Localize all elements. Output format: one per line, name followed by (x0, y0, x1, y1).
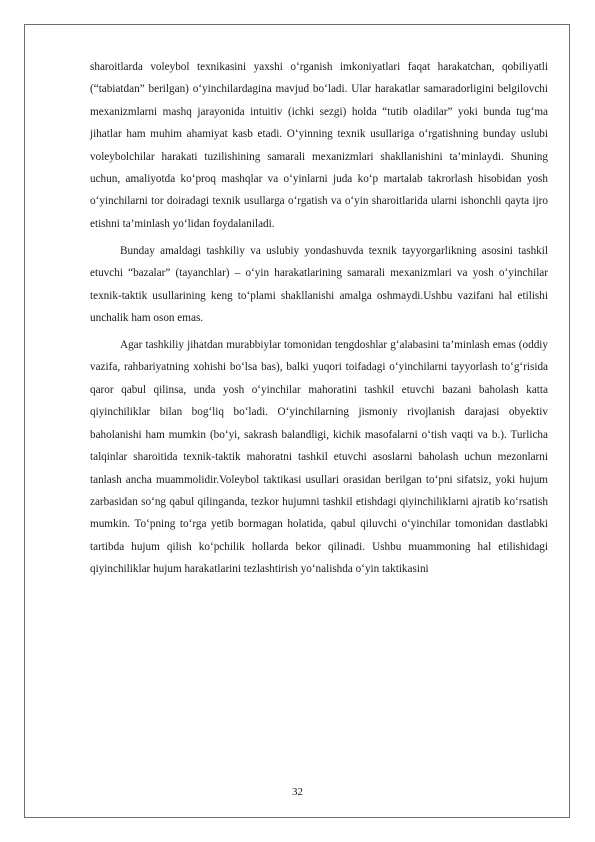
paragraph-3: Agar tashkiliy jihatdan murabbiylar tomonidan tengdoshlar g‘alabasini ta’minlash emas (oddiy vazifa, rahbariyatning xohishi bo‘lsa bas), balki yuqori toifadagi o‘yinchilarni tayyorlash to‘g‘risida qaror qabul qilinsa, unda yosh o‘yinchilar mahoratini tashkil etuvchi bazani baholash katta qiyinchiliklar bilan bog‘liq bo‘ladi. O‘yinchilarning jismoniy rivojlanish darajasi obyektiv baholanishi ham mumkin (bo‘yi, sakrash balandligi, kichik masofalarni o‘tish vaqti va b.). Turlicha talqinlar sharoitida texnik-taktik mahoratni tashkil etuvchi asoslarni baholash uchun mezonlarni tanlash ancha muammolidir.Voleybol taktikasi usullari orasidan berilgan to‘pni sifatsiz, yoki hujum zarbasidan so‘ng qabul qilinganda, tezkor hujumni tashkil etishdagi qiyinchiliklarni ajratib ko‘rsatish mumkin. To‘pning to‘rga yetib bormagan holatida, qabul qiluvchi o‘yinchilar tomonidan dastlabki tartibda hujum qilish ko‘pchilik hollarda bekor qilinadi. Ushbu muammoning hal etilishidagi qiyinchiliklar hujum harakatlarini tezlashtirish yo‘nalishda o‘yin taktikasini (90, 339, 548, 576)
page-number: 32 (292, 786, 303, 798)
paragraph-2: Bunday amaldagi tashkiliy va uslubiy yondashuvda texnik tayyorgarlikning asosini tashkil etuvchi “bazalar” (tayanchlar) – o‘yin harakatlarining samarali mexanizmlari va yosh o‘yinchilar texnik-taktik usullarining keng to‘plami shakllanishi amalga oshmaydi.Ushbu vazifani hal etilishi unchalik ham oson emas. (90, 244, 548, 325)
paragraph-1: sharoitlarda voleybol texnikasini yaxshi o‘rganish imkoniyatlari faqat harakatchan, qobiliyatli (“tabiatdan” berilgan) o‘yinchilardagina mavjud bo‘ladi. Ular harakatlar samaradorligini belgilovchi mexanizmlarni mashq jarayonida intuitiv (ichki sezgi) holda “tutib oladilar” yoki bunda tug‘ma jihatlar ham muhim ahamiyat kasb etadi. O‘yinning texnik usullariga o‘rgatishning bunday uslubi voleybolchilar harakati tuzilishining samarali mexanizmlari shakllanishini ta’minlaydi. Shuning uchun, amaliyotda ko‘proq mashqlar va o‘yinlarni juda ko‘p martalab takrorlash hisobidan yosh o‘yinchilarni tor doiradagi texnik usullarga o‘rgatish va o‘yin sharoitlarida ularni ishonchli qayta ijro etishni ta’minlash yo‘lidan foydalaniladi. (90, 61, 548, 230)
page-body (90, 56, 548, 581)
